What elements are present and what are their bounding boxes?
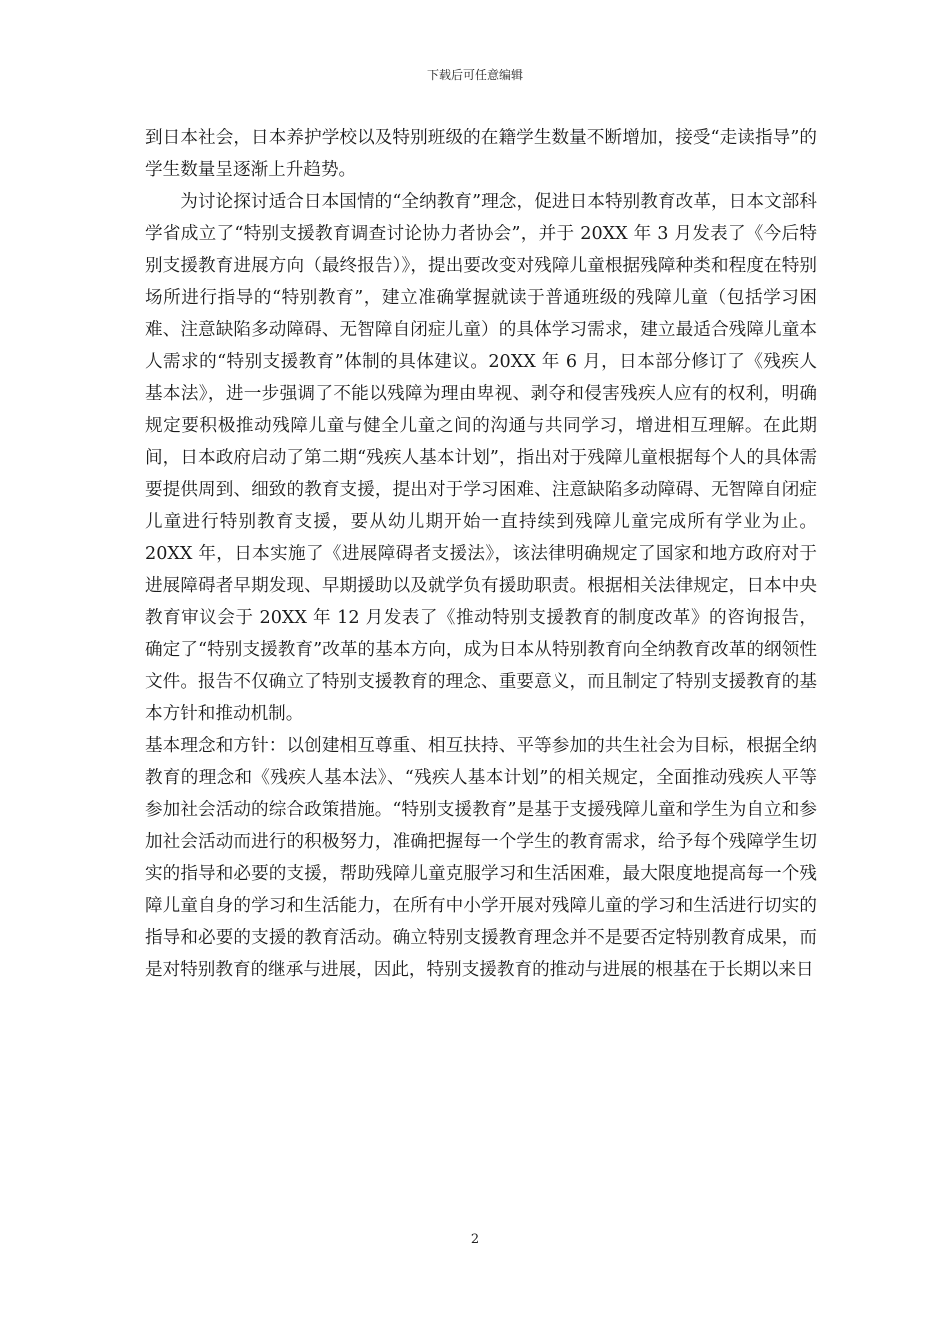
paragraph-principles: 基本理念和方针：以创建相互尊重、相互扶持、平等参加的共生社会为目标，根据全纳教育的理念和《残疾人基本法》、“残疾人基本计划”的相关规定，全面推动残疾人平等参加社会活动的综合政策措施。“特别支援教育”是基于支援残障儿童和学生为自立和参加社会活动而进行的积极努力，准确把握每一个学生的教育需求，给予每个残障学生切实的指导和必要的支援，帮助残障儿童克服学习和生活困难，最大限度地提高每一个残障儿童自身的学习和生活能力，在所有中小学开展对残障儿童的学习和生活进行切实的指导和必要的支援的教育活动。确立特别支援教育理念并不是要否定特别教育成果，而是对特别教育的继承与进展，因此，特别支援教育的推动与进展的根基在于长期以来日 xyxy=(145,736,817,980)
page-header: 下载后可任意编辑 xyxy=(426,68,523,82)
paragraph-continued: 到日本社会，日本养护学校以及特别班级的在籍学生数量不断增加，接受“走读指导”的学生数量呈逐渐上升趋势。 xyxy=(145,128,817,180)
paragraph: 为讨论探讨适合日本国情的“全纳教育”理念，促进日本特别教育改革，日本文部科学省成立了“特别支援教育调查讨论协力者协会”，并于 20XX 年 3 月发表了《今后特别支援教育进展方向（最终报告）》，提出要改变对残障儿童根据残障种类和程度在特别场所进行指导的“特别教育”，建立准确掌握就读于普通班级的残障儿童（包括学习困难、注意缺陷多动障碍、无智障自闭症儿童）的具体学习需求，建立最适合残障儿童本人需求的“特别支援教育”体制的具体建议。20XX 年 6 月，日本部分修订了《残疾人基本法》，进一步强调了不能以残障为理由卑视、剥夺和侵害残疾人应有的权利，明确规定要积极推动残障儿童与健全儿童之间的沟通与共同学习，增进相互理解。在此期间，日本政府启动了第二期“残疾人基本计划”，指出对于残障儿童根据每个人的具体需要提供周到、细致的教育支援，提出对于学习困难、注意缺陷多动障碍、无智障自闭症儿童进行特别教育支援，要从幼儿期开始一直持续到残障儿童完成所有学业为止。20XX 年，日本实施了《进展障碍者支援法》，该法律明确规定了国家和地方政府对于进展障碍者早期发现、早期援助以及就学负有援助职责。根据相关法律规定，日本中央教育审议会于 20XX 年 12 月发表了《推动特别支援教育的制度改革》的咨询报告，确定了“特别支援教育”改革的基本方向，成为日本从特别教育向全纳教育改革的纲领性文件。报告不仅确立了特别支援教育的理念、重要意义，而且制定了特别支援教育的基本方针和推动机制。 xyxy=(145,192,817,724)
page-number: 2 xyxy=(470,1232,480,1247)
document-body xyxy=(145,122,817,986)
